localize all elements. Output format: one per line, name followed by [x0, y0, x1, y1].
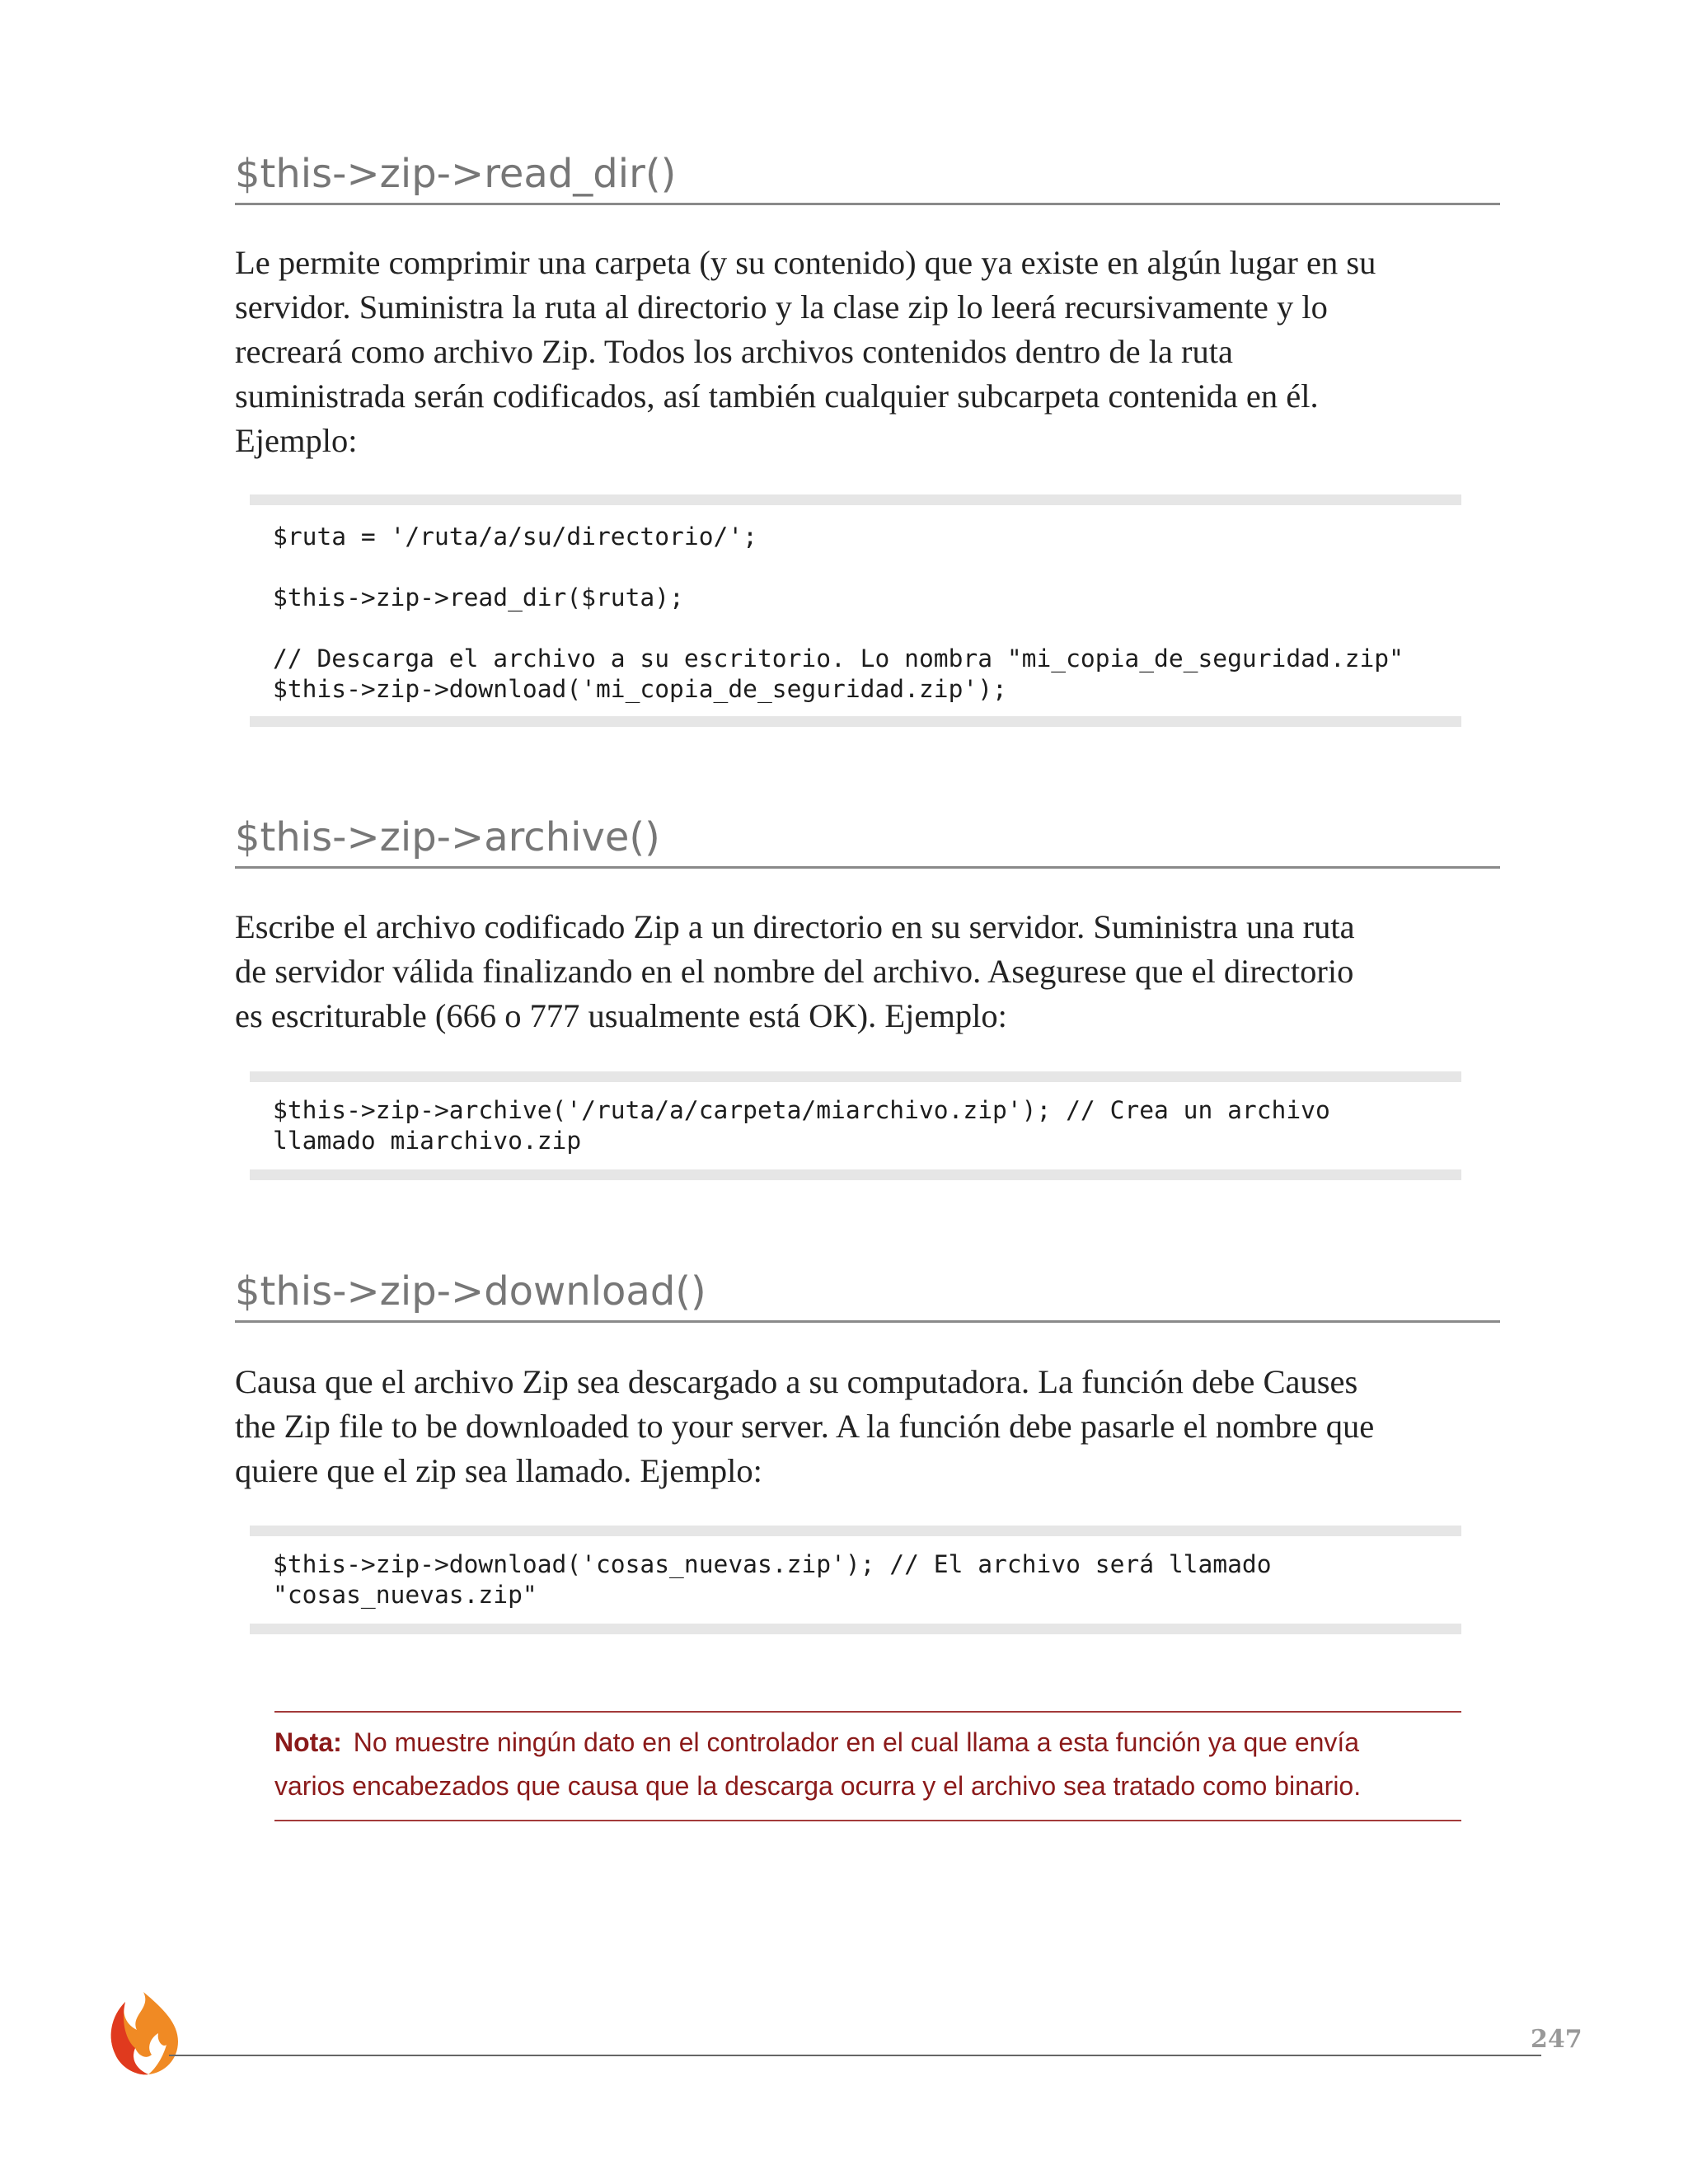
- footer-rule: [169, 2055, 1541, 2056]
- note-line: varios encabezados que causa que la descarga ocurra y el archivo sea tratado como binario.: [274, 1771, 1362, 1801]
- paragraph-line: de servidor válida finalizando en el nombre del archivo. Asegurese que el directorio: [235, 953, 1354, 990]
- note-label: Nota:: [274, 1727, 342, 1757]
- code-line: $this->zip->archive('/ruta/a/carpeta/miarchivo.zip'); // Crea un archivo: [273, 1096, 1330, 1124]
- paragraph-line: the Zip file to be downloaded to your server. A la función debe pasarle el nombre que: [235, 1408, 1375, 1445]
- section-paragraph-archive: [235, 905, 1500, 1038]
- paragraph-line: es escriturable (666 o 777 usualmente está OK). Ejemplo:: [235, 997, 1007, 1034]
- note-text: No muestre ningún dato en el controlador en el cual llama a esta función ya que envía: [353, 1727, 1360, 1757]
- code-line: $this->zip->read_dir($ruta);: [273, 583, 684, 612]
- note-box: [274, 1711, 1461, 1821]
- code-block-read-dir: [250, 494, 1461, 727]
- paragraph-line: Le permite comprimir una carpeta (y su contenido) que ya existe en algún lugar en su: [235, 244, 1376, 281]
- paragraph-line: suministrada serán codificados, así también cualquier subcarpeta contenida en él.: [235, 377, 1319, 415]
- code-line: $ruta = '/ruta/a/su/directorio/';: [273, 523, 757, 551]
- section-paragraph-download: [235, 1360, 1500, 1493]
- section-heading-read-dir: $this->zip->read_dir(): [235, 152, 1500, 205]
- paragraph-line: Causa que el archivo Zip sea descargado a su computadora. La función debe Causes: [235, 1363, 1358, 1400]
- code-block-archive: [250, 1071, 1461, 1180]
- paragraph-line: servidor. Suministra la ruta al directorio y la clase zip lo leerá recursivamente y lo: [235, 288, 1328, 326]
- section-paragraph-read-dir: [235, 241, 1500, 463]
- paragraph-line: Escribe el archivo codificado Zip a un directorio en su servidor. Suministra una ruta: [235, 908, 1355, 945]
- code-line: $this->zip->download('cosas_nuevas.zip'); // El archivo será llamado: [273, 1550, 1272, 1578]
- paragraph-line: Ejemplo:: [235, 422, 358, 459]
- paragraph-line: recreará como archivo Zip. Todos los archivos contenidos dentro de la ruta: [235, 333, 1234, 370]
- section-heading-archive: $this->zip->archive(): [235, 816, 1500, 869]
- section-heading-download: $this->zip->download(): [235, 1270, 1500, 1323]
- page-number: 247: [1531, 2025, 1582, 2054]
- code-line: llamado miarchivo.zip: [273, 1127, 582, 1155]
- paragraph-line: quiere que el zip sea llamado. Ejemplo:: [235, 1452, 762, 1489]
- code-line: // Descarga el archivo a su escritorio. Lo nombra "mi_copia_de_seguridad.zip": [273, 644, 1404, 673]
- code-line: "cosas_nuevas.zip": [273, 1581, 537, 1609]
- code-line: $this->zip->download('mi_copia_de_seguridad.zip');: [273, 675, 1007, 703]
- note-line: [274, 1721, 1461, 1765]
- codeigniter-flame-icon: [106, 1990, 180, 2077]
- code-block-download: [250, 1526, 1461, 1634]
